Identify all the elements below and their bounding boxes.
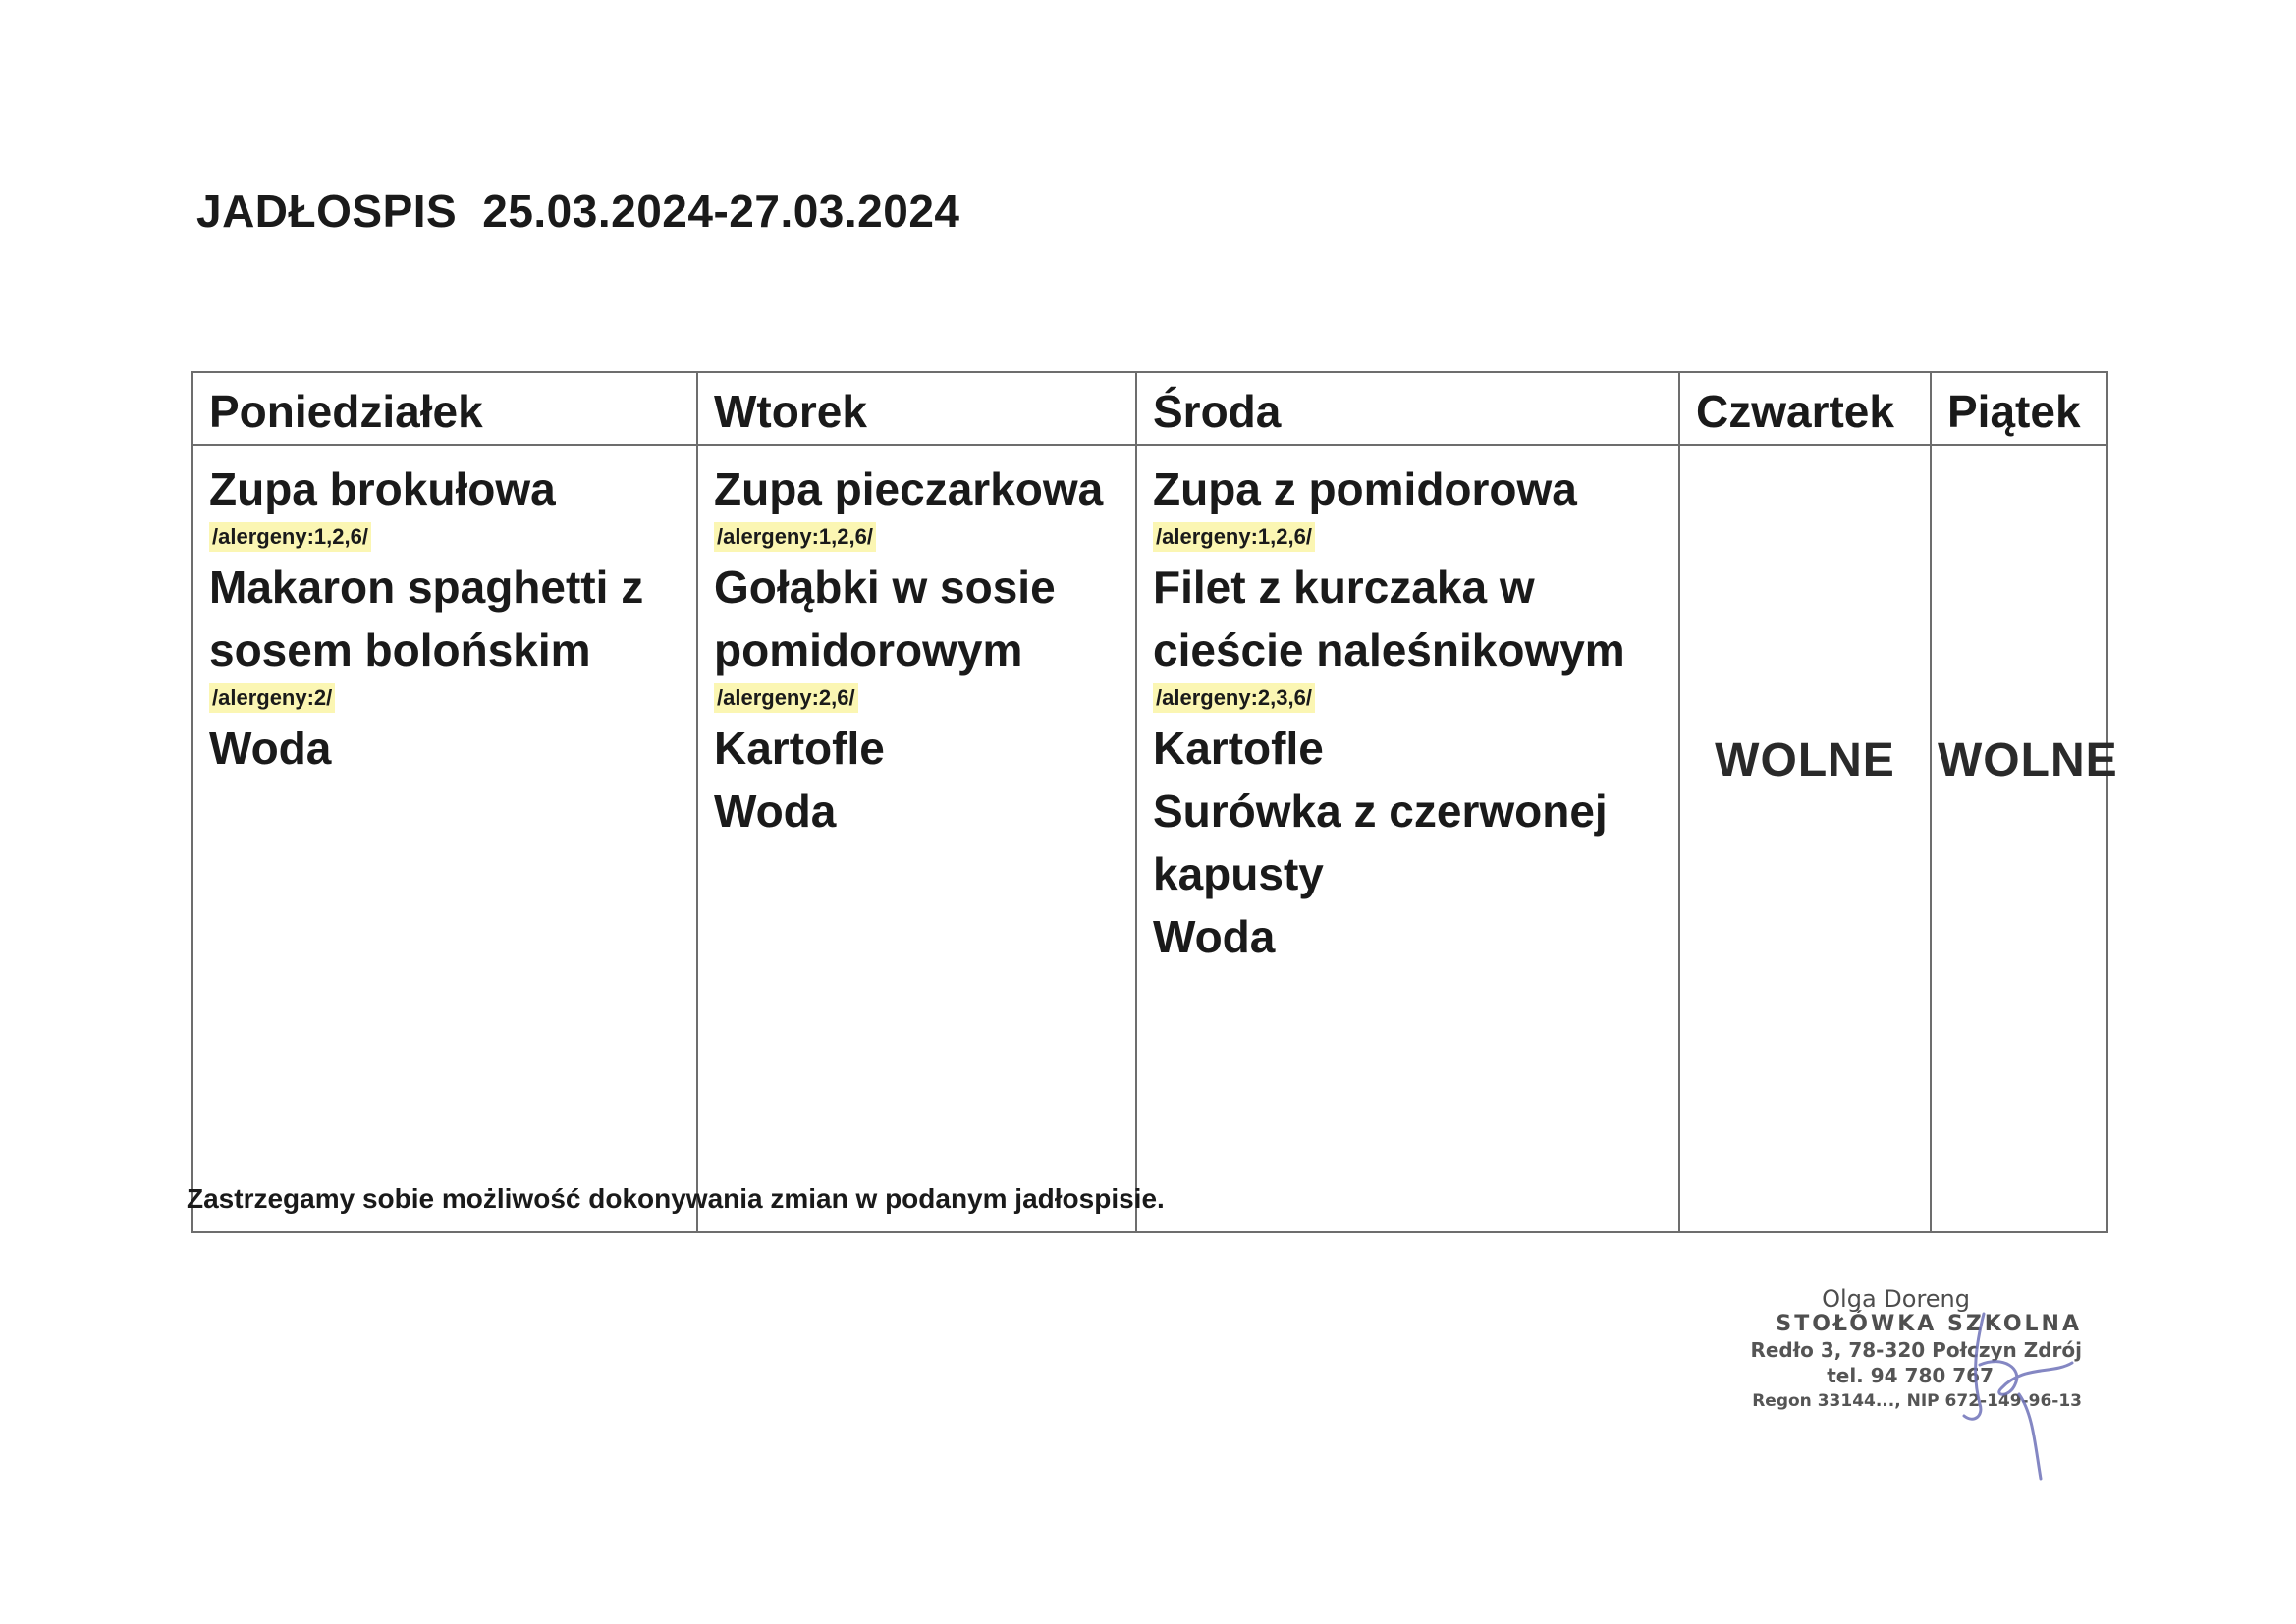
stamp-name: Olga Doreng	[1822, 1285, 1970, 1313]
day-cell-monday	[192, 445, 697, 1232]
menu-item: Zupa pieczarkowa	[714, 463, 1104, 514]
handwritten-signature	[1925, 1306, 2092, 1483]
day-header-friday: Piątek	[1931, 372, 2107, 445]
menu-item: Kartofle	[714, 723, 885, 774]
menu-item: Zupa z pomidorowa	[1153, 463, 1577, 514]
menu-item: Surówka z czerwonej kapusty	[1153, 785, 1608, 899]
allergens-label: /alergeny:2,3,6/	[1153, 683, 1315, 713]
menu-header-row	[192, 372, 2107, 445]
stamp-phone: tel. 94 780 767	[1827, 1364, 1994, 1387]
day-cell-wednesday	[1136, 445, 1679, 1232]
menu-table	[191, 371, 2118, 1233]
menu-item: Makaron spaghetti z sosem bolońskim	[209, 562, 644, 676]
menu-body-row	[192, 445, 2107, 1232]
title-dates: 25.03.2024-27.03.2024	[482, 186, 960, 237]
stamp-organization: STOŁÓWKA SZKOLNA	[1776, 1312, 2082, 1336]
page-title	[196, 185, 960, 238]
allergens-label: /alergeny:1,2,6/	[1153, 522, 1315, 552]
stamp-address: Redło 3, 78-320 Połczyn Zdrój	[1750, 1338, 2082, 1362]
day-header-wednesday: Środa	[1136, 372, 1679, 445]
menu-item: Woda	[209, 723, 332, 774]
day-cell-tuesday	[697, 445, 1136, 1232]
day-off-label: WOLNE	[1938, 733, 2118, 786]
menu-item: Filet z kurczaka w cieście naleśnikowym	[1153, 562, 1625, 676]
stamp-regon: Regon 33144..., NIP 672-149-96-13	[1752, 1391, 2082, 1411]
day-header-tuesday: Wtorek	[697, 372, 1136, 445]
day-header-thursday: Czwartek	[1679, 372, 1931, 445]
allergens-label: /alergeny:2/	[209, 683, 335, 713]
allergens-label: /alergeny:1,2,6/	[209, 522, 371, 552]
menu-item: Zupa brokułowa	[209, 463, 556, 514]
disclaimer-note: Zastrzegamy sobie możliwość dokonywania zmian w podanym jadłospisie.	[187, 1183, 1165, 1214]
allergens-label: /alergeny:2,6/	[714, 683, 858, 713]
day-header-monday: Poniedziałek	[192, 372, 697, 445]
menu-item: Gołąbki w sosie pomidorowym	[714, 562, 1056, 676]
allergens-label: /alergeny:1,2,6/	[714, 522, 876, 552]
day-cell-thursday	[1679, 445, 1931, 1232]
day-off-label: WOLNE	[1715, 733, 1895, 786]
menu-item: Woda	[714, 785, 837, 837]
title-label: JADŁOSPIS	[196, 186, 458, 237]
day-cell-friday	[1931, 445, 2118, 1232]
menu-item: Woda	[1153, 911, 1276, 962]
menu-item: Kartofle	[1153, 723, 1324, 774]
